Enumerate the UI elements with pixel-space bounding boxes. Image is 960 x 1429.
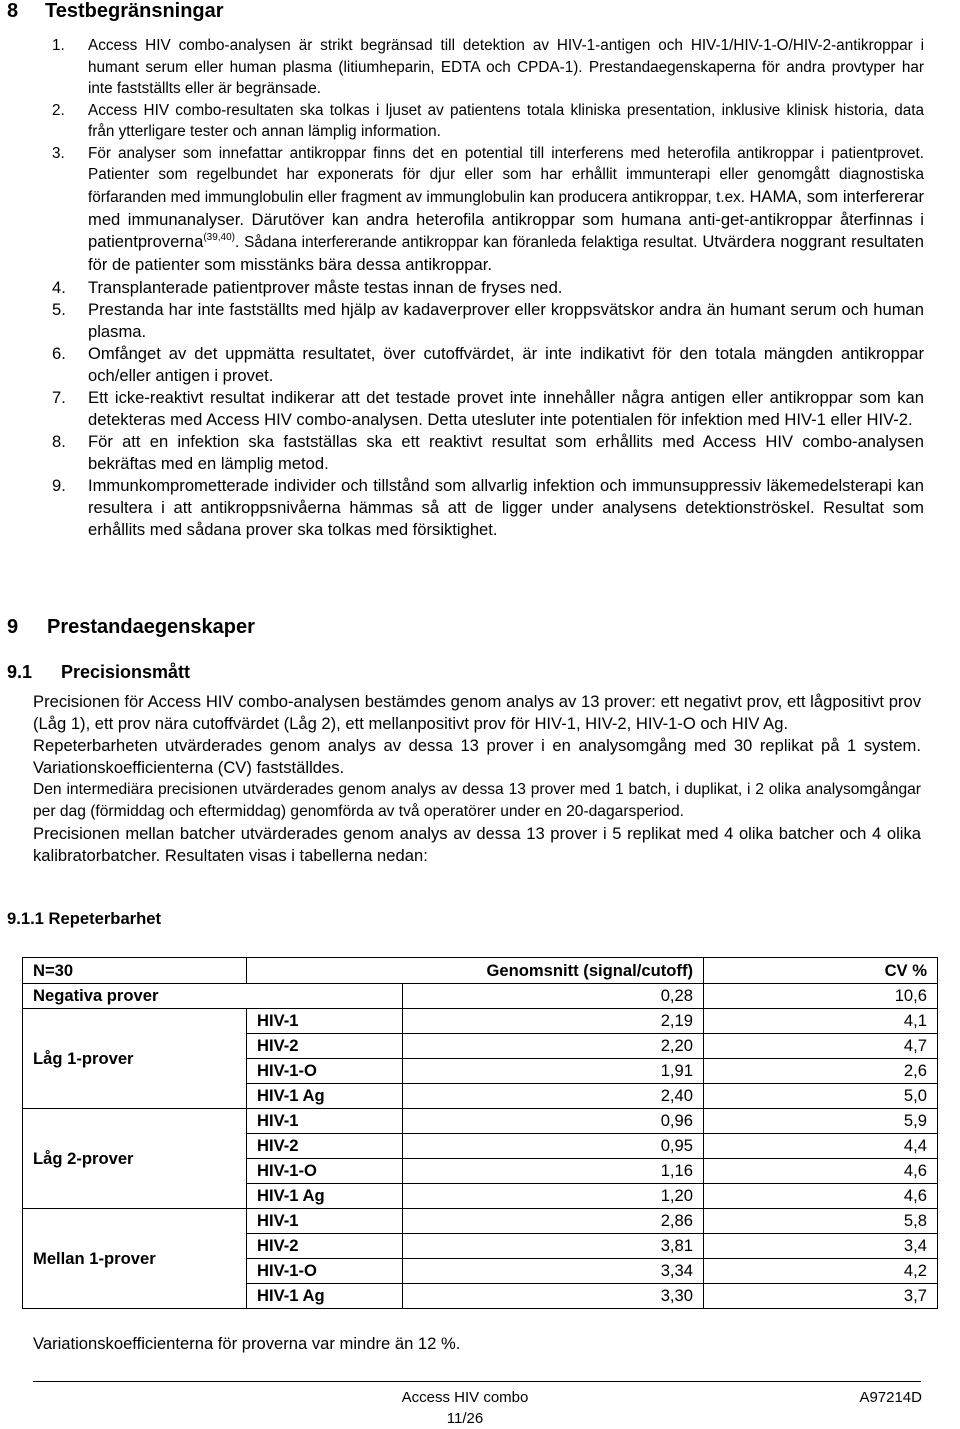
mean-cell: 1,16 [403,1159,704,1184]
table-row [23,1209,938,1234]
mean-cell: 0,95 [403,1134,704,1159]
cv-cell: 4,1 [704,1009,938,1034]
item-number: 3. [52,144,65,162]
item-text: Immunkomprometterade individer och tillstånd som allvarlig infektion och immunsuppressiv läkemedelsterapi kan resultera i att antikroppsnivåerna hämmas så att de ligger under analysens detektionströskel. Resultat som erhållits med sådana prover ska tolkas med försiktighet. [88,475,924,539]
cv-cell: 4,6 [704,1184,938,1209]
mean-cell: 0,96 [403,1109,704,1134]
mean-cell: 3,81 [403,1234,704,1259]
reference-superscript: (39,40) [203,232,236,244]
limitation-item-9 [52,475,924,541]
limitation-item-7 [52,387,924,431]
analyte-cell: HIV-2 [247,1234,403,1259]
cv-cell: 5,0 [704,1084,938,1109]
item-text: Ett icke-reaktivt resultat indikerar att det testade provet inte innehåller några antigen eller antikroppar som kan detekteras med Access HIV combo-analysen. Detta utesluter inte potentialen för infektion med HIV-1 eller HIV-2. [88,387,924,429]
limitation-item-1 [52,35,924,100]
table-row [23,1109,938,1134]
item-number: 5. [52,299,66,319]
table-row [23,984,938,1009]
item-number: 8. [52,431,66,451]
analyte-cell: HIV-2 [247,1134,403,1159]
limitation-item-2 [52,100,924,143]
item-text-part: Utvärdera noggrant resultaten för de patienter som misstänks bära dessa antikroppar. [88,232,924,275]
mean-cell: 1,20 [403,1184,704,1209]
cv-cell: 5,9 [704,1109,938,1134]
analyte-cell: HIV-1-O [247,1159,403,1184]
item-number: 2. [52,101,65,119]
cv-note: Variationskoefficienterna för proverna var mindre än 12 %. [33,1334,461,1353]
analyte-cell: HIV-1 Ag [247,1184,403,1209]
analyte-cell: HIV-1 Ag [247,1284,403,1309]
limitation-item-3 [52,143,924,277]
mean-cell: 3,34 [403,1259,704,1284]
section-9-heading [7,616,255,639]
cv-cell: 4,6 [704,1159,938,1184]
item-text: För att en infektion ska fastställas ska ett reaktivt resultat som erhållits med Access HIV combo-analysen bekräftas med en lämplig metod. [88,431,924,473]
repeatability-table [22,957,938,1309]
section-9-1-title: Precisionsmått [61,662,191,682]
footer-center [400,1387,530,1429]
paragraph: Precisionen för Access HIV combo-analysen bestämdes genom analys av 13 prover: ett negativt prov, ett lågpositivt prov (Låg 1), ett prov nära cutoffvärdet (Låg 2), ett mellanpositivt prov för HIV-1, HIV-2, HIV-1-O och HIV Ag. [33,692,921,733]
analyte-cell: HIV-1 [247,1009,403,1034]
item-text [88,143,924,277]
header-cell-mean: Genomsnitt (signal/cutoff) [247,958,704,984]
cv-cell: 4,4 [704,1134,938,1159]
section-8-heading [7,0,224,23]
item-text: Access HIV combo-analysen är strikt begränsad till detektion av HIV-1-antigen och HIV-1/HIV-1-O/HIV-2-antikroppar i humant serum eller human plasma (litiumheparin, EDTA och CPDA-1). Prestandaegenskaperna för andra provtyper har inte fastställts eller är begränsade. [88,37,924,97]
mean-cell: 0,28 [403,984,704,1009]
cv-cell: 10,6 [704,984,938,1009]
table-row [23,1009,938,1034]
cv-cell: 3,4 [704,1234,938,1259]
item-text-part: För analyser som innefattar antikroppar finns det en potential till interferens med heterofila antikroppar i patientprovet. [88,144,924,162]
item-number: 1. [52,37,65,54]
header-cell-cv: CV % [704,958,938,984]
limitation-item-8 [52,431,924,475]
analyte-cell: HIV-1 [247,1109,403,1134]
section-9-1-number: 9.1 [7,662,33,682]
section-8-title: Testbegränsningar [45,0,224,22]
limitations-list [52,35,924,541]
item-text-part: Patienter som regelbundet har exponerats för djur eller som har erhållit immunterapi eller genomgått diagnostiska förfaranden med immunglobulin eller fragment av immunglobulin kan producera antikroppar, t.ex. [88,166,924,206]
paragraph: Precisionen mellan batcher utvärderades genom analys av dessa 13 prover i 5 replikat med 4 olika batcher och 4 olika kalibratorbatcher. Resultaten visas i tabellerna nedan: [33,824,921,865]
limitation-item-4 [52,277,924,299]
analyte-cell: HIV-2 [247,1034,403,1059]
item-number: 4. [52,277,66,297]
limitation-item-6 [52,343,924,387]
item-text: Access HIV combo-resultaten ska tolkas i ljuset av patientens totala kliniska presentation, inklusive klinisk historia, data från ytterligare tester och annan lämplig information. [88,101,924,140]
mean-cell: 2,86 [403,1209,704,1234]
cv-cell: 2,6 [704,1059,938,1084]
group-label: Låg 1-prover [23,1009,247,1109]
limitation-item-5 [52,299,924,343]
mean-cell: 2,20 [403,1034,704,1059]
precision-paragraphs [33,691,921,867]
paragraph: Repeterbarheten utvärderades genom analys av dessa 13 prover i en analysomgång med 30 replikat på 1 system. Variationskoefficienterna (CV) fastställdes. [33,736,921,777]
paragraph: Den intermediära precisionen utvärderades genom analys av dessa 13 prover med 1 batch, i duplikat, i 2 olika analysomgångar per dag (förmiddag och eftermiddag) genomförda av två operatörer under en 20-dagarsperiod. [33,781,921,820]
footer-divider [33,1381,921,1382]
section-9-number: 9 [7,616,19,638]
analyte-cell: HIV-1-O [247,1059,403,1084]
section-9-title: Prestandaegenskaper [47,616,255,638]
group-label: Mellan 1-prover [23,1209,247,1309]
footer-product: Access HIV combo [401,1389,529,1406]
item-number: 7. [52,387,66,407]
item-text-part: . Sådana interfererande antikroppar kan föranleda felaktiga resultat. [235,234,698,252]
cv-cell: 3,7 [704,1284,938,1309]
section-8-number: 8 [7,0,19,22]
cv-cell: 5,8 [704,1209,938,1234]
page-number: 11/26 [446,1410,484,1427]
header-cell-n: N=30 [23,958,247,984]
item-number: 6. [52,343,66,363]
footer-doc-id: A97214D [859,1389,922,1406]
item-text: Omfånget av det uppmätta resultatet, över cutoffvärdet, är inte indikativt för den totala mängden antikroppar och/eller antigen i provet. [88,343,924,385]
analyte-cell: HIV-1-O [247,1259,403,1284]
item-text-part: HAMA, som interfererar med immunanalyser. Därutöver kan andra heterofila antikroppar som humana anti-get-antikroppar återfinnas i patientproverna [88,186,925,252]
analyte-cell: HIV-1 [247,1209,403,1234]
group-label: Låg 2-prover [23,1109,247,1209]
negative-label: Negativa prover [23,984,403,1009]
section-9-1-heading [7,662,190,683]
item-text: Prestanda har inte fastställts med hjälp av kadaverprover eller kroppsvätskor andra än humant serum och human plasma. [88,299,924,341]
cv-cell: 4,2 [704,1259,938,1284]
table-header-row [23,958,938,984]
mean-cell: 1,91 [403,1059,704,1084]
analyte-cell: HIV-1 Ag [247,1084,403,1109]
item-number: 9. [52,475,66,495]
item-text: Transplanterade patientprover måste testas innan de fryses ned. [88,277,563,297]
mean-cell: 3,30 [403,1284,704,1309]
section-9-1-1-heading: 9.1.1 Repeterbarhet [7,909,162,928]
mean-cell: 2,19 [403,1009,704,1034]
mean-cell: 2,40 [403,1084,704,1109]
cv-cell: 4,7 [704,1034,938,1059]
